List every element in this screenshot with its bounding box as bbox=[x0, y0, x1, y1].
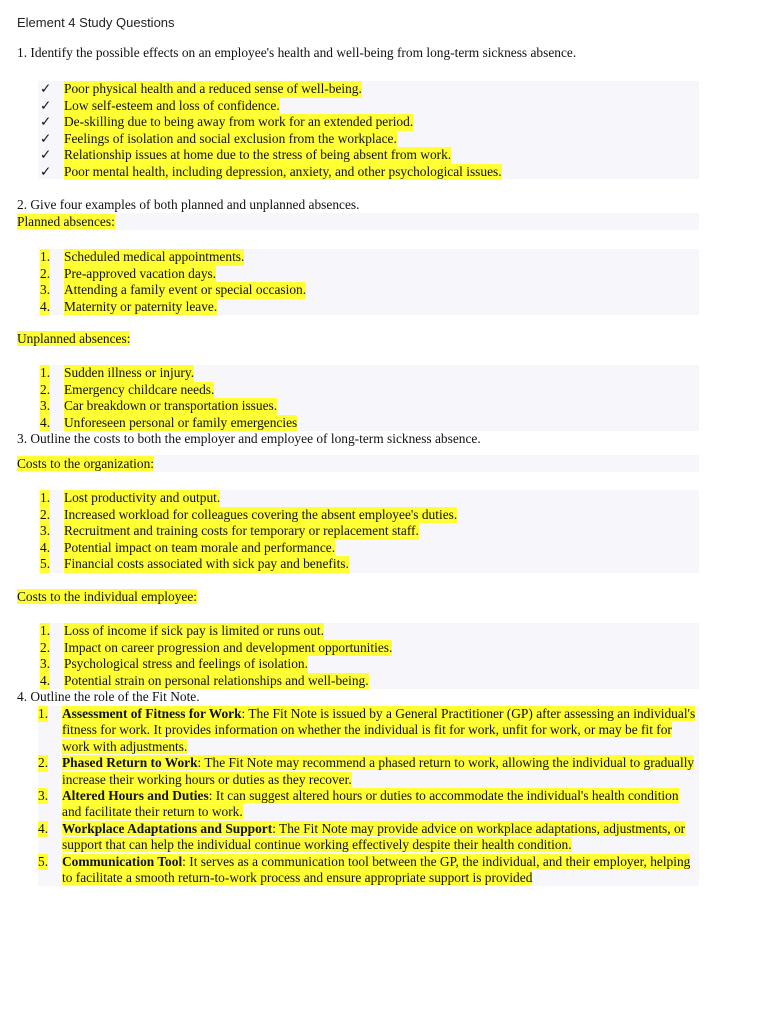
planned-absences-label: Planned absences: bbox=[17, 214, 115, 229]
unplanned-absences-label: Unplanned absences: bbox=[17, 331, 131, 346]
checkmark-icon: ✓ bbox=[40, 130, 52, 146]
checkmark-icon: ✓ bbox=[40, 114, 52, 129]
document-title: Element 4 Study Questions bbox=[17, 15, 175, 30]
costs-employee-label: Costs to the individual employee: bbox=[17, 589, 198, 604]
checkmark-icon: ✓ bbox=[40, 147, 52, 162]
costs-organization-label: Costs to the organization: bbox=[17, 456, 154, 471]
document-page: Element 4 Study Questions 1. Identify the possible effects on an employee's health and well-being from long-term sickness absence. ✓ Poor physical health and a reduced sense of well-being. ✓ Low self-esteem and loss of confidence. ✓ De-skilling due to being away from work for an extended period. ✓ Feelings of isolation and social exclusion from the workplace. ✓ Relationship issues at home due to the stress of being absent from work. ✓ Poor mental health, including depression, anxiety, and other psychological issues. 2. Give four examples of both planned and unplanned absences. Planned absences: 1. Scheduled medical appointments. 2. Pre-approved vacation days. 3. Attending a family event or special occasion. 4. Maternity or paternity leave. Unplanned absences: 1. Sudden illness or injury. 2. Emergency childcare needs. 3. Car breakdown or transportation issues. 4. Unforeseen personal or family emergencies 3. Outline the costs to both the employer and employee of long-term sickness absence. Costs to the organization: 1. Lost productivity and output. 2. Increased workload for colleagues covering the absent employee's duties. 3. Recruitment and training costs for temporary or replacement staff. 4. Potential impact on team morale and performance. 5. Financial costs associated with sick pay and benefits. Costs to the individual employee: 1. Loss of income if sick pay is limited or runs out. 2. Impact on career progression and development opportunities. 3. Psychological stress and feelings of isolation. 4. Potential strain on personal relationships and well-being. 4. Outline the role of the Fit Note. 1. Assessment of Fitness for Work: The Fit Note is issued by a General Practitioner (GP) after assessing an individual's fitness for work. It provides information on whether the individual is fit for work, unfit for work, or may be fit for work with adjustments. 2. Phased Return to Work: The Fit Note may recommend a phased return to work, allowing the individual to gradually increase their working hours or duties as they recover. 3. Altered Hours and Duties: It can suggest altered hours or duties to accommodate the individual's health condition and facilitate their return to work. 4. Workplace Adaptations and Support: The Fit Note may provide advice on workplace adaptations, adjustments, or support that can help the individual continue working effectively despite their health condition. 5. Communication Tool: It serves as a communication tool between the GP, the individual, and their employer, helping to facilitate a smooth return-to-work process and ensure appropriate support is provided bbox=[0, 0, 768, 1024]
question-4: 4. Outline the role of the Fit Note. bbox=[17, 689, 200, 704]
question-1: 1. Identify the possible effects on an employee's health and well-being from long-term sickness absence. bbox=[17, 45, 577, 60]
question-3: 3. Outline the costs to both the employer and employee of long-term sickness absence. bbox=[17, 431, 481, 446]
checkmark-icon: ✓ bbox=[40, 97, 52, 113]
question-2: 2. Give four examples of both planned and unplanned absences. bbox=[17, 197, 360, 212]
checkmark-icon: ✓ bbox=[40, 163, 52, 179]
planned-label-band bbox=[17, 213, 699, 230]
checkmark-icon: ✓ bbox=[40, 81, 52, 96]
